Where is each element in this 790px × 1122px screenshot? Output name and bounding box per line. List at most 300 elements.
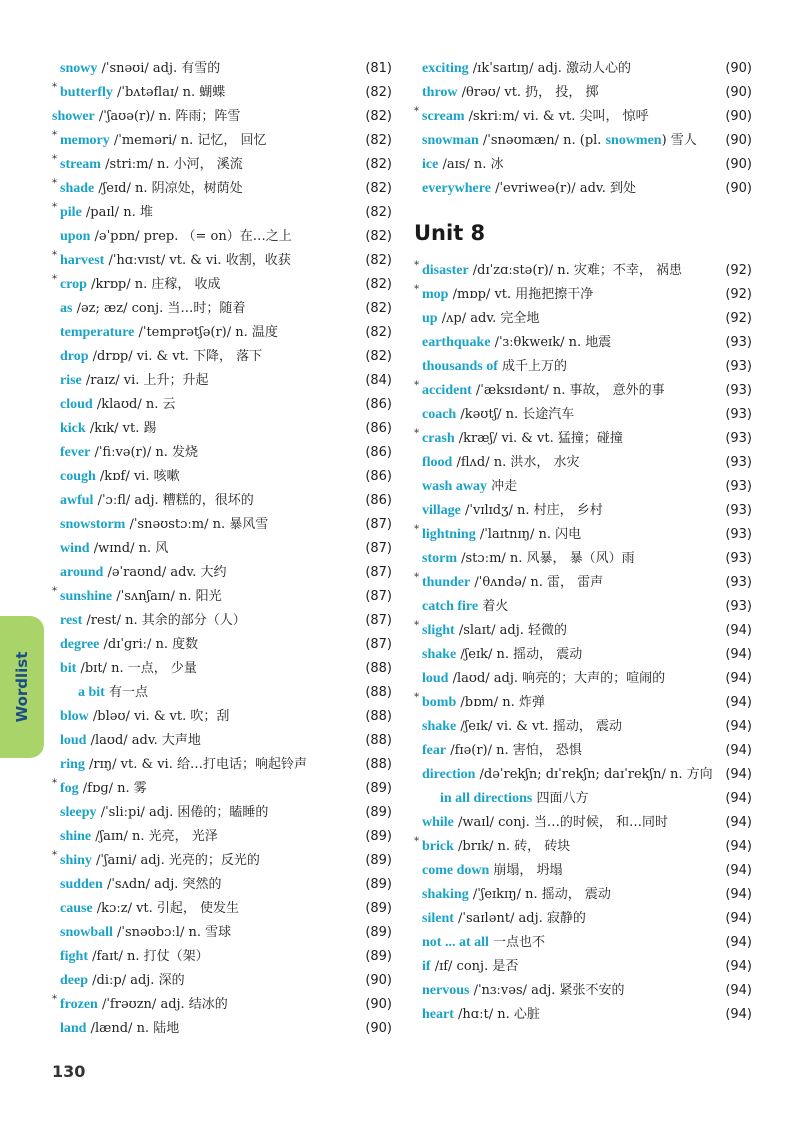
definition: /klaʊd/ n. 云 xyxy=(92,397,176,412)
entry-row xyxy=(414,1003,752,1027)
star-marker: * xyxy=(414,428,419,439)
page-ref: (84) xyxy=(365,373,392,388)
headword: shade xyxy=(60,181,95,196)
entry-row xyxy=(414,307,752,331)
headword: snowman xyxy=(422,133,479,148)
headword: rest xyxy=(60,613,83,628)
entry-row xyxy=(414,475,752,499)
entry-body xyxy=(422,643,582,667)
star-marker: * xyxy=(414,284,419,295)
entry-body xyxy=(422,355,567,379)
headword: thunder xyxy=(422,575,471,590)
page-ref: (93) xyxy=(725,551,752,566)
headword: wash away xyxy=(422,479,487,494)
headword: thousands of xyxy=(422,359,498,374)
entry-row xyxy=(52,177,392,201)
page-ref: (88) xyxy=(365,709,392,724)
entry-row xyxy=(414,259,752,283)
page-ref: (94) xyxy=(725,863,752,878)
page-ref: (89) xyxy=(365,949,392,964)
page-ref: (93) xyxy=(725,407,752,422)
page-ref: (94) xyxy=(725,959,752,974)
star-marker: * xyxy=(414,620,419,631)
star-marker: * xyxy=(52,274,57,285)
definition: /ʃeɪk/ vi. & vt. 摇动， 震动 xyxy=(456,719,622,734)
unit-8-entries xyxy=(414,259,752,1027)
entry-body xyxy=(60,633,198,657)
page-ref: (90) xyxy=(725,85,752,100)
entry-row xyxy=(414,81,752,105)
entry-body xyxy=(60,153,243,177)
entry-row xyxy=(52,321,392,345)
headword: not ... at all xyxy=(422,935,489,950)
page-ref: (88) xyxy=(365,685,392,700)
star-marker: * xyxy=(52,250,57,261)
entry-row xyxy=(414,667,752,691)
definition: /raɪz/ vi. 上升；升起 xyxy=(81,373,209,388)
entry-body xyxy=(422,475,517,499)
entry-body xyxy=(60,129,267,153)
definition: /əˈraʊnd/ adv. 大约 xyxy=(103,565,227,580)
entry-body xyxy=(60,801,268,825)
headword: shaking xyxy=(422,887,469,902)
entry-row xyxy=(414,403,752,427)
wordlist-tab-label: Wordlist xyxy=(13,651,31,723)
entry-row xyxy=(52,393,392,417)
entry-body xyxy=(60,873,222,897)
page-ref: (87) xyxy=(365,565,392,580)
entry-row xyxy=(414,355,752,379)
definition: /ˈʃaɪni/ adj. 光亮的；反光的 xyxy=(91,853,260,868)
entry-body xyxy=(60,297,245,321)
definition: 有一点 xyxy=(104,685,148,700)
headword: snowy xyxy=(60,61,98,76)
page-ref: (93) xyxy=(725,575,752,590)
entry-body xyxy=(60,729,201,753)
page-ref: (86) xyxy=(365,493,392,508)
headword: fever xyxy=(60,445,91,460)
headword: storm xyxy=(422,551,457,566)
headword: flood xyxy=(422,455,453,470)
page-ref: (94) xyxy=(725,1007,752,1022)
definition: /ˈsnəʊmæn/ n. (pl. xyxy=(478,133,606,148)
entry-row xyxy=(52,129,392,153)
entry-body xyxy=(60,81,225,105)
page-ref: (86) xyxy=(365,445,392,460)
definition: /brɪk/ n. 砖， 砖块 xyxy=(453,839,571,854)
page-ref: (90) xyxy=(365,997,392,1012)
page-ref: (93) xyxy=(725,599,752,614)
page-ref: (94) xyxy=(725,647,752,662)
entry-body xyxy=(60,609,246,633)
headword: memory xyxy=(60,133,110,148)
star-marker: * xyxy=(414,836,419,847)
entry-row xyxy=(414,739,752,763)
headword: upon xyxy=(60,229,91,244)
star-marker: * xyxy=(52,130,57,141)
entry-row xyxy=(52,897,392,921)
page-ref: (82) xyxy=(365,301,392,316)
headword: butterfly xyxy=(60,85,113,100)
entry-body xyxy=(60,1017,179,1041)
entry-body xyxy=(78,681,148,705)
page-ref: (93) xyxy=(725,335,752,350)
definition: /ʃeɪd/ n. 阴凉处，树荫处 xyxy=(94,181,243,196)
headword: wind xyxy=(60,541,90,556)
headword: shine xyxy=(60,829,92,844)
entry-row xyxy=(52,1017,392,1041)
entry-body xyxy=(422,427,623,451)
entry-row xyxy=(414,883,752,907)
headword: rise xyxy=(60,373,82,388)
entry-body xyxy=(422,547,635,571)
entry-body xyxy=(440,787,588,811)
page-ref: (89) xyxy=(365,901,392,916)
entry-body xyxy=(60,753,307,777)
entry-row xyxy=(52,225,392,249)
page-ref: (94) xyxy=(725,911,752,926)
definition: 崩塌， 坍塌 xyxy=(489,863,563,878)
definition: /striːm/ n. 小河， 溪流 xyxy=(100,157,243,172)
entry-row xyxy=(52,585,392,609)
definition: /kɒf/ vi. 咳嗽 xyxy=(95,469,180,484)
definition: /ˈsnəʊstɔːm/ n. 暴风雪 xyxy=(125,517,269,532)
entry-row xyxy=(52,249,392,273)
page-ref: (93) xyxy=(725,479,752,494)
entry-row xyxy=(52,609,392,633)
entry-body xyxy=(422,57,631,81)
definition: /laʊd/ adj. 响亮的；大声的；喧闹的 xyxy=(448,671,666,686)
entry-row xyxy=(52,417,392,441)
entry-row xyxy=(414,907,752,931)
entry-body xyxy=(422,81,598,105)
page-ref: (82) xyxy=(365,277,392,292)
headword: brick xyxy=(422,839,454,854)
entry-row xyxy=(414,811,752,835)
entry-row xyxy=(52,345,392,369)
definition: 一点也不 xyxy=(488,935,546,950)
headword: lightning xyxy=(422,527,476,542)
definition: /ˈsaɪlənt/ adj. 寂静的 xyxy=(453,911,586,926)
definition: /stɔːm/ n. 风暴， 暴（风）雨 xyxy=(457,551,635,566)
headword: silent xyxy=(422,911,454,926)
definition: /ˈʃeɪkɪŋ/ n. 摇动， 震动 xyxy=(468,887,611,902)
definition: /paɪl/ n. 堆 xyxy=(81,205,153,220)
star-marker: * xyxy=(414,106,419,117)
entry-body xyxy=(60,177,243,201)
definition: /ˈsnəʊi/ adj. 有雪的 xyxy=(97,61,221,76)
entry-body xyxy=(60,393,176,417)
entry-row xyxy=(52,513,392,537)
entry-row xyxy=(52,489,392,513)
page-ref: (90) xyxy=(725,181,752,196)
headword: fear xyxy=(422,743,447,758)
definition: /ɪkˈsaɪtɪŋ/ adj. 激动人心的 xyxy=(468,61,631,76)
entry-row xyxy=(52,825,392,849)
wordlist-tab xyxy=(0,616,44,758)
page-ref: (94) xyxy=(725,887,752,902)
entry-body xyxy=(60,537,168,561)
page-ref: (82) xyxy=(365,133,392,148)
entry-row xyxy=(52,201,392,225)
definition: /ˈbʌtəflaɪ/ n. 蝴蝶 xyxy=(112,85,226,100)
entry-body xyxy=(422,691,545,715)
definition: /ˈɔːfl/ adj. 糟糕的，很坏的 xyxy=(93,493,254,508)
entry-row xyxy=(414,499,752,523)
definition: /skriːm/ vi. & vt. 尖叫， 惊呼 xyxy=(464,109,649,124)
entry-body xyxy=(60,945,209,969)
page-ref: (90) xyxy=(725,133,752,148)
page-ref: (89) xyxy=(365,781,392,796)
entry-body xyxy=(60,657,197,681)
star-marker: * xyxy=(52,202,57,213)
entry-body xyxy=(422,1003,540,1027)
entry-row xyxy=(414,763,752,787)
page-ref: (87) xyxy=(365,589,392,604)
headword: land xyxy=(60,1021,87,1036)
definition: /ˈæksɪdənt/ n. 事故， 意外的事 xyxy=(471,383,665,398)
entry-row xyxy=(52,57,392,81)
headword: loud xyxy=(60,733,87,748)
entry-body xyxy=(422,739,582,763)
page-ref: (90) xyxy=(365,973,392,988)
entry-body xyxy=(422,523,581,547)
headword: coach xyxy=(422,407,457,422)
star-marker: * xyxy=(414,260,419,271)
entry-row xyxy=(414,859,752,883)
headword: village xyxy=(422,503,461,518)
entry-row xyxy=(414,571,752,595)
page-ref: (81) xyxy=(365,61,392,76)
definition: /fɒɡ/ n. 雾 xyxy=(78,781,147,796)
entry-row xyxy=(414,129,752,153)
page-ref: (86) xyxy=(365,469,392,484)
page-ref: (89) xyxy=(365,805,392,820)
right-column xyxy=(414,57,752,1027)
entry-body xyxy=(422,331,611,355)
entry-row xyxy=(414,177,752,201)
headword: awful xyxy=(60,493,94,508)
page-ref: (90) xyxy=(725,157,752,172)
headword: kick xyxy=(60,421,86,436)
headword: accident xyxy=(422,383,472,398)
star-marker: * xyxy=(52,178,57,189)
page-ref: (93) xyxy=(725,359,752,374)
entry-row xyxy=(52,849,392,873)
entry-body xyxy=(60,777,147,801)
page-ref: (89) xyxy=(365,877,392,892)
entry-row xyxy=(52,105,392,129)
entry-row xyxy=(52,657,392,681)
definition: /mɒp/ vt. 用拖把擦干净 xyxy=(448,287,594,302)
headword: shiny xyxy=(60,853,92,868)
headword: deep xyxy=(60,973,88,988)
entry-row xyxy=(52,873,392,897)
definition: /ˈlaɪtnɪŋ/ n. 闪电 xyxy=(475,527,582,542)
headword: bit xyxy=(60,661,77,676)
page-ref: (82) xyxy=(365,349,392,364)
entry-body xyxy=(422,105,649,129)
page-ref: (89) xyxy=(365,925,392,940)
entry-body xyxy=(60,57,220,81)
definition: /ɪf/ conj. 是否 xyxy=(430,959,519,974)
entry-row xyxy=(414,283,752,307)
star-marker: * xyxy=(52,586,57,597)
definition: /ˈsʌdn/ adj. 突然的 xyxy=(102,877,222,892)
definition: /diːp/ adj. 深的 xyxy=(88,973,185,988)
entry-body xyxy=(422,403,574,427)
definition: 着火 xyxy=(478,599,509,614)
entry-row xyxy=(414,523,752,547)
star-marker: * xyxy=(414,572,419,583)
page-ref: (93) xyxy=(725,527,752,542)
entry-body xyxy=(422,907,586,931)
definition: /aɪs/ n. 冰 xyxy=(438,157,504,172)
entry-row xyxy=(52,945,392,969)
entry-body xyxy=(60,321,278,345)
page-ref: (82) xyxy=(365,325,392,340)
entry-row xyxy=(52,273,392,297)
headword: slight xyxy=(422,623,455,638)
star-marker: * xyxy=(52,154,57,165)
entry-body xyxy=(60,897,239,921)
definition-tail: ) 雪人 xyxy=(661,133,697,148)
headword: while xyxy=(422,815,454,830)
entry-body xyxy=(422,129,697,153)
definition: /flʌd/ n. 洪水， 水灾 xyxy=(452,455,580,470)
page-ref: (94) xyxy=(725,839,752,854)
headword: fight xyxy=(60,949,88,964)
headword: loud xyxy=(422,671,449,686)
entry-row xyxy=(414,105,752,129)
right-column-entries xyxy=(414,57,752,201)
definition: /ˈʃaʊə(r)/ n. 阵雨；阵雪 xyxy=(94,109,241,124)
definition: /drɒp/ vi. & vt. 下降， 落下 xyxy=(88,349,263,364)
entry-body xyxy=(422,153,504,177)
headword: if xyxy=(422,959,431,974)
headword: fog xyxy=(60,781,79,796)
entry-body xyxy=(60,993,228,1017)
entry-body xyxy=(422,379,665,403)
entry-row xyxy=(414,955,752,979)
headword: shake xyxy=(422,647,457,662)
entry-body xyxy=(60,585,222,609)
definition: /ʃeɪk/ n. 摇动， 震动 xyxy=(456,647,583,662)
entry-row xyxy=(52,153,392,177)
headword: come down xyxy=(422,863,490,878)
headword: everywhere xyxy=(422,181,491,196)
headword: shake xyxy=(422,719,457,734)
entry-row xyxy=(52,705,392,729)
entry-body xyxy=(60,489,254,513)
page-ref: (92) xyxy=(725,263,752,278)
entry-body xyxy=(52,105,240,129)
page-ref: (88) xyxy=(365,733,392,748)
entry-row xyxy=(52,681,392,705)
entry-row xyxy=(414,643,752,667)
headword: catch fire xyxy=(422,599,479,614)
headword: degree xyxy=(60,637,100,652)
page-ref: (87) xyxy=(365,541,392,556)
entry-body xyxy=(422,811,668,835)
headword: snowball xyxy=(60,925,113,940)
definition: /kɪk/ vt. 踢 xyxy=(85,421,157,436)
entry-row xyxy=(52,537,392,561)
entry-row xyxy=(52,633,392,657)
headword: heart xyxy=(422,1007,454,1022)
entry-body xyxy=(60,465,180,489)
entry-body xyxy=(422,571,603,595)
star-marker: * xyxy=(52,82,57,93)
entry-body xyxy=(60,561,226,585)
definition: /wɪnd/ n. 风 xyxy=(89,541,169,556)
page-ref: (94) xyxy=(725,719,752,734)
headword: crash xyxy=(422,431,455,446)
definition: /θrəʊ/ vt. 扔， 投， 掷 xyxy=(457,85,599,100)
page-ref: (90) xyxy=(725,109,752,124)
page-ref: (94) xyxy=(725,695,752,710)
definition: /ˈmeməri/ n. 记忆， 回忆 xyxy=(109,133,267,148)
entry-row xyxy=(414,547,752,571)
definition: /waɪl/ conj. 当…的时候， 和…同时 xyxy=(453,815,669,830)
definition: /faɪt/ n. 打仗（架） xyxy=(88,949,209,964)
page-ref: (93) xyxy=(725,383,752,398)
page-ref: (94) xyxy=(725,767,752,782)
headword: sleepy xyxy=(60,805,97,820)
headword: scream xyxy=(422,109,465,124)
definition: /bləʊ/ vi. & vt. 吹；刮 xyxy=(88,709,230,724)
entry-row xyxy=(414,787,752,811)
page-number: 130 xyxy=(52,1062,86,1081)
page-ref: (89) xyxy=(365,853,392,868)
headword: exciting xyxy=(422,61,469,76)
definition: /ˈsliːpi/ adj. 困倦的；瞌睡的 xyxy=(96,805,269,820)
page-ref: (93) xyxy=(725,455,752,470)
entry-body xyxy=(60,417,156,441)
headword: frozen xyxy=(60,997,98,1012)
entry-row xyxy=(414,715,752,739)
entry-body xyxy=(422,595,508,619)
definition: /ˈsʌnʃaɪn/ n. 阳光 xyxy=(112,589,222,604)
definition: /ˈevriweə(r)/ adv. 到处 xyxy=(490,181,636,196)
star-marker: * xyxy=(52,778,57,789)
page-ref: (92) xyxy=(725,311,752,326)
headword: temperature xyxy=(60,325,135,340)
headword: throw xyxy=(422,85,458,100)
page-ref: (94) xyxy=(725,623,752,638)
star-marker: * xyxy=(52,994,57,1005)
page-ref: (86) xyxy=(365,397,392,412)
entry-row xyxy=(414,379,752,403)
page-ref: (88) xyxy=(365,661,392,676)
entry-row xyxy=(52,753,392,777)
definition: /hɑːt/ n. 心脏 xyxy=(453,1007,540,1022)
definition: /dɪˈzɑːstə(r)/ n. 灾难；不幸， 祸患 xyxy=(468,263,683,278)
entry-body xyxy=(60,369,209,393)
unit-heading: Unit 8 xyxy=(414,221,486,245)
entry-body xyxy=(422,259,682,283)
headword: up xyxy=(422,311,438,326)
star-marker: * xyxy=(414,524,419,535)
headword: earthquake xyxy=(422,335,491,350)
entry-row xyxy=(414,427,752,451)
headword: nervous xyxy=(422,983,470,998)
definition: /kəʊtʃ/ n. 长途汽车 xyxy=(456,407,575,422)
page-ref: (86) xyxy=(365,421,392,436)
headword: blow xyxy=(60,709,89,724)
entry-body xyxy=(60,513,268,537)
page-ref: (93) xyxy=(725,431,752,446)
